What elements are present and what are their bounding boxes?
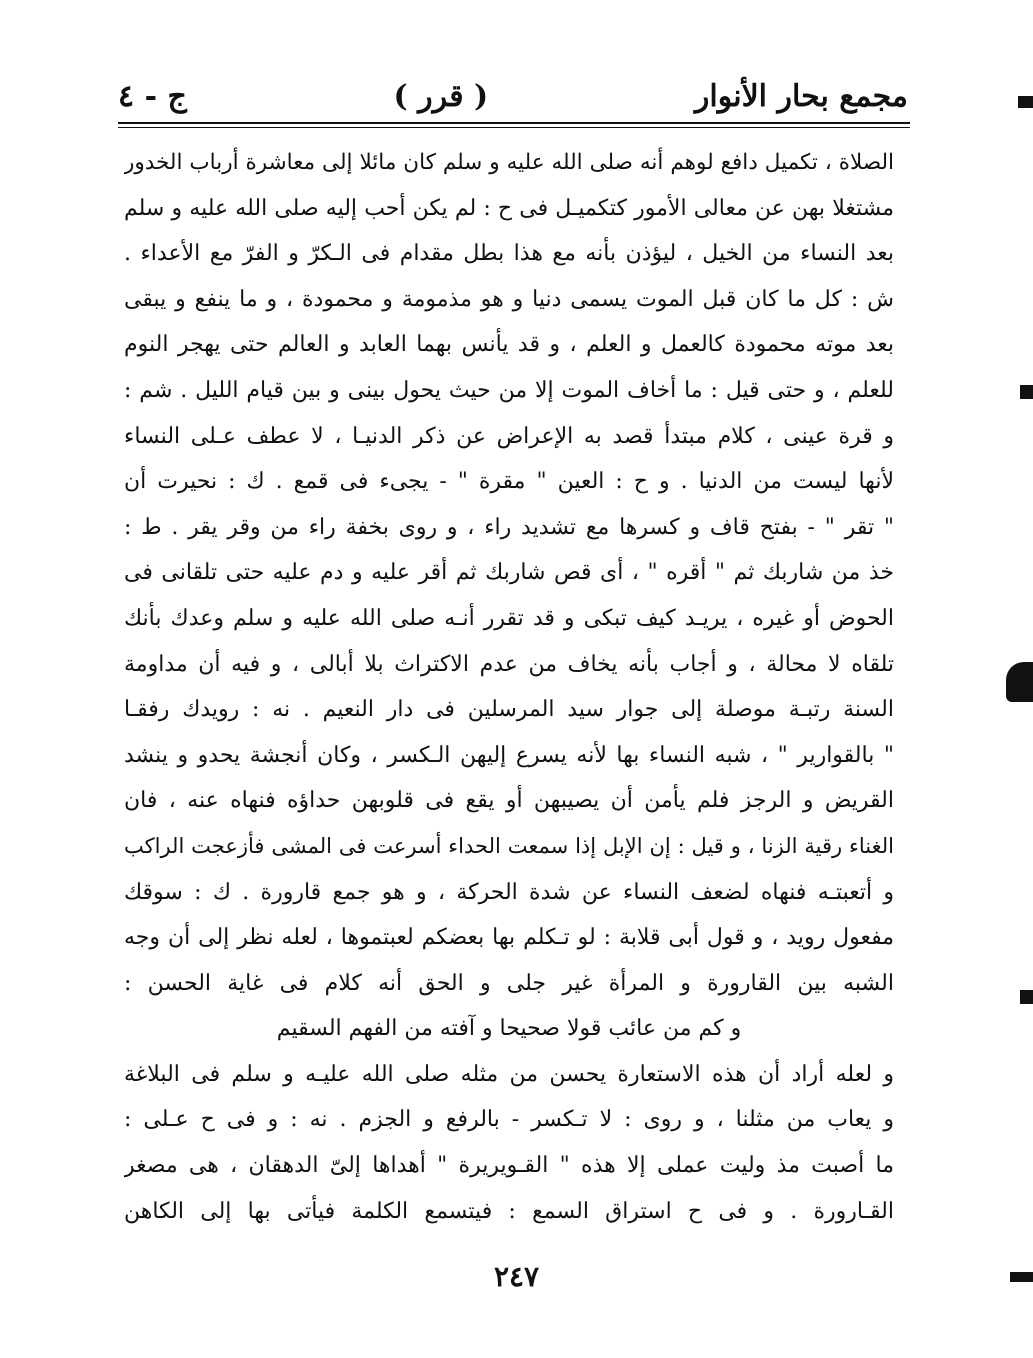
text-line: بعد النساء من الخيل ، ليؤذن بأنه مع هذا بطل مقدام فى الـكرّ و الفرّ مع الأعداء .	[124, 241, 894, 267]
text-line: " بالقوارير " ، شبه النساء بها لأنه يسرع إليهن الـكسر ، وكان أنجشة يحدو و ينشد	[124, 742, 894, 768]
scan-mark	[1010, 1272, 1033, 1282]
text-line: لأنها ليست من الدنيا . و ح : العين " مقرة " - يجىء فى قمع . ك : نحيرت أن	[124, 469, 894, 495]
text-line: ش : كل ما كان قبل الموت يسمى دنيا و هو مذمومة و محمودة ، و ما ينفع و يبقى	[124, 286, 894, 312]
text-line: الغناء رقية الزنا ، و قيل : إن الإبل إذا سمعت الحداء أسرعت فى المشى فأزعجت الراكب	[124, 833, 894, 858]
text-line: تلقاه لا محالة ، و أجاب بأنه يخاف من عدم الاكتراث بلا أبالى ، و فيه أن مداومة	[124, 651, 894, 677]
text-line: و يعاب من مثلنا ، و روى : لا تـكسر - بالرفع و الجزم . نه : و فى ح عـلى :	[124, 1107, 894, 1133]
text-line: الحوض أو غيره ، يريـد كيف تبكى و قد تقرر أنـه صلى الله عليه و سلم وعدك بأنك	[124, 605, 894, 631]
text-line: القـارورة . و فى ح استراق السمع : فيتسمع الكلمة فيأتى بها إلى الكاهن	[124, 1198, 894, 1224]
text-line: القريض و الرجز فلم يأمن أن يصيبهن أو يقع فى قلوبهن حداؤه فنهاه عنه ، فان	[124, 788, 894, 814]
scan-mark	[1006, 662, 1033, 702]
text-line: السنة رتبـة موصلة إلى جوار سيد المرسلين فى دار النعيم . نه : رويدك رفقـا	[124, 697, 894, 723]
text-line: مفعول رويد ، و قول أبى قلابة : لو تـكلم بها بعضكم لعبتموها ، لعله نظر إلى أن وجه	[124, 925, 894, 951]
page-number: ٢٤٧	[493, 1260, 540, 1293]
scan-mark	[1020, 990, 1033, 1004]
text-line: و لعله أراد أن هذه الاستعارة يحسن من مثله صلى الله عليـه و سلم فى البلاغة	[124, 1061, 894, 1087]
text-line: ما أصبت مذ وليت عملى إلا هذه " القـويريرة " أهداها إلىّ الدهقان ، هى مصغر	[124, 1153, 894, 1179]
scan-mark	[1018, 96, 1033, 108]
running-header	[118, 72, 908, 120]
text-line: بعد موته محمودة كالعمل و العلم ، و قد يأنس بهما العابد و العالم حتى يهجر النوم	[124, 332, 894, 358]
header-volume: ج - ٤	[118, 78, 187, 114]
text-line: الشبه بين القارورة و المرأة غير جلى و الحق أنه كلام فى غاية الحسن :	[124, 970, 894, 996]
text-line: و أتعبتـه فنهاه لضعف النساء عن شدة الحركة ، و هو جمع قارورة . ك : سوقك	[124, 879, 894, 905]
text-line: الصلاة ، تكميل دافع لوهم أنه صلى الله عليه و سلم كان مائلا إلى معاشرة أرباب الخدور	[124, 150, 894, 175]
text-line: للعلم ، و حتى قيل : ما أخاف الموت إلا من حيث يحول بينى و بين قيام الليل . شم :	[124, 377, 894, 403]
verse-line: و كم من عائب قولا صحيحا و آفته من الفهم السقيم	[276, 1016, 742, 1042]
header-rule	[118, 122, 910, 128]
scan-mark	[1020, 385, 1033, 399]
text-line: مشتغلا بهن عن معالى الأمور كتكميـل فى ح : لم يكن أحب إليه صلى الله عليه و سلم	[124, 195, 894, 221]
text-line: خذ من شاربك ثم " أقره " ، أى قص شاربك ثم أقر عليه و دم عليه حتى تلقانى فى	[124, 560, 894, 586]
body-text	[124, 140, 894, 1234]
text-line: و قرة عينى ، كلام مبتدأ قصد به الإعراض عن ذكر الدنيـا ، لا عطف عـلى النساء	[124, 423, 894, 449]
text-line: " تقر " - بفتح قاف و كسرها مع تشديد راء ، و روى بخفة راء من وقر يقر . ط :	[124, 514, 894, 540]
header-entry-root: ( قرر )	[393, 78, 489, 114]
header-book-title: مجمع بحار الأنوار	[694, 78, 908, 114]
